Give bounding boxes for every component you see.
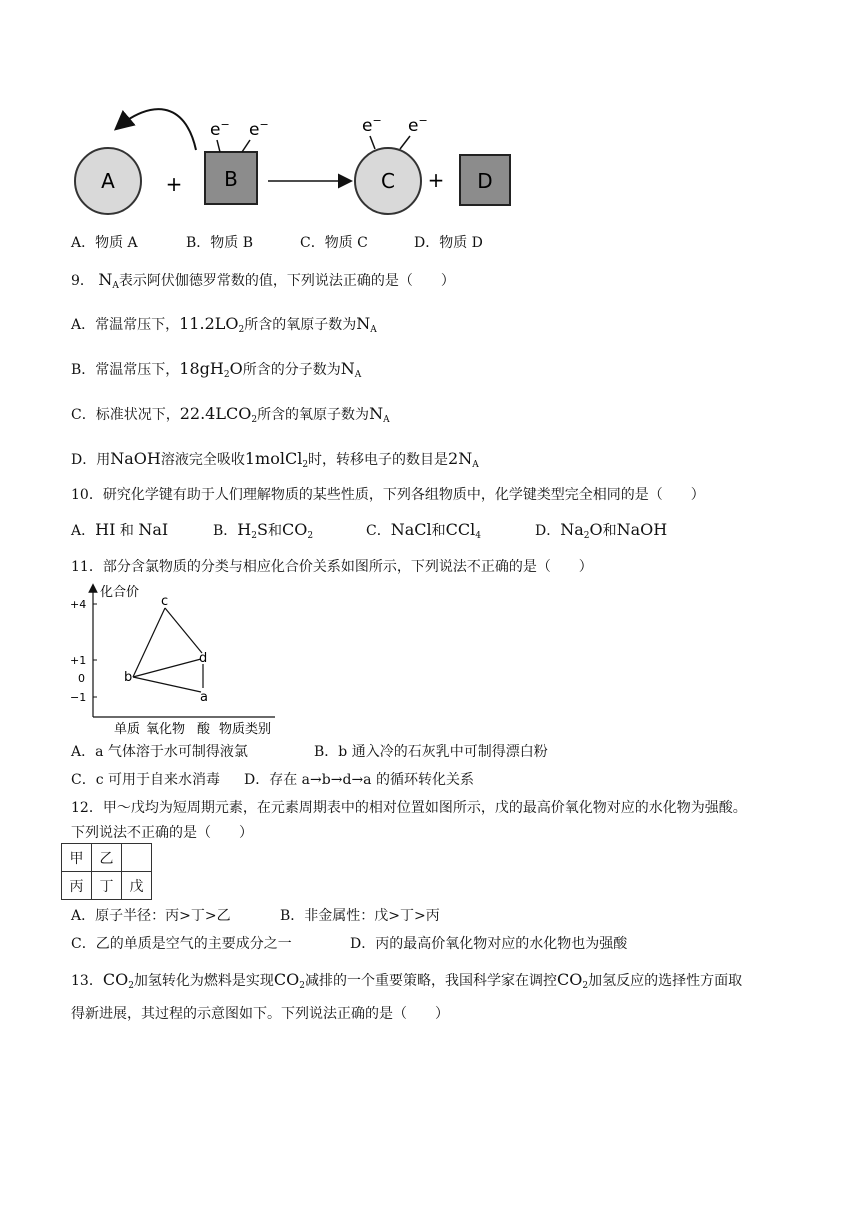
electron-transfer-arrow: [117, 109, 196, 150]
q9-option-d: D．用NaOH溶液完全吸收1molCl$_2$时，转移电子的数目是$2N_A$: [71, 449, 479, 470]
q12-stem-line1: 12．甲～戊均为短周期元素，在元素周期表中的相对位置如图所示，戊的最高价氧化物对应的水化物为强酸。: [71, 800, 747, 816]
particle-c-label: C: [381, 169, 395, 193]
electron-c-2: e−: [408, 114, 428, 136]
q10-option-d: D．$Na_2O$和NaOH: [535, 520, 668, 541]
electron-b-2: e−: [249, 118, 269, 140]
particle-b-label: B: [224, 167, 238, 191]
cell-bing: 丙: [62, 872, 92, 900]
q10-option-b: B．$H_2S$和$CO_2$: [213, 520, 314, 541]
q12-option-d: D．丙的最高价氧化物对应的水化物也为强酸: [350, 936, 628, 952]
q12-option-a: A．原子半径：丙>丁>乙: [71, 908, 231, 924]
q13-stem-line1: 13．$CO_2$加氢转化为燃料是实现$CO_2$减排的一个重要策略，我国科学家在调控$CO_2$加氢反应的选择性方面取: [71, 970, 743, 991]
plus-sign-1: +: [165, 172, 183, 196]
q11-option-d: D．存在 a→b→d→a 的循环转化关系: [244, 772, 474, 788]
q9-stem: 9． $N_A$表示阿伏伽德罗常数的值，下列说法正确的是（ ）: [71, 270, 455, 291]
cell-wu: 戊: [122, 872, 152, 900]
ytick-plus4: +4: [70, 598, 87, 611]
xtick-oxide: 氧化物: [146, 722, 186, 737]
ytick-minus1: −1: [70, 691, 87, 704]
q11-option-c: C．c 可用于自来水消毒: [71, 772, 221, 788]
q8-option-c: C．物质 C: [300, 235, 368, 251]
cell-empty: [122, 844, 152, 872]
electron-b-1: e−: [210, 118, 230, 140]
plus-sign-2: +: [427, 168, 445, 192]
cell-ding: 丁: [92, 872, 122, 900]
x-axis-label: 物质类别: [219, 722, 272, 737]
point-b: b: [124, 670, 133, 685]
q9-option-b: B．常温常压下，$18gH_2O$所含的分子数为$N_A$: [71, 359, 362, 380]
q12-stem-line2: 下列说法不正确的是（ ）: [71, 825, 253, 841]
q9-option-a: A．常温常压下，$11.2LO_2$所含的氧原子数为$N_A$: [71, 314, 377, 335]
q11-stem: 11．部分含氯物质的分类与相应化合价关系如图所示，下列说法不正确的是（ ）: [71, 559, 593, 575]
q12-option-c: C．乙的单质是空气的主要成分之一: [71, 936, 292, 952]
xtick-element: 单质: [114, 722, 141, 737]
cell-yi: 乙: [92, 844, 122, 872]
particle-d-label: D: [477, 169, 493, 193]
xtick-acid: 酸: [197, 722, 211, 737]
q8-option-a: A．物质 A: [71, 235, 138, 251]
q13-stem-line2: 得新进展，其过程的示意图如下。下列说法正确的是（ ）: [71, 1006, 449, 1022]
ytick-plus1: +1: [70, 654, 87, 667]
cell-jia: 甲: [62, 844, 92, 872]
point-d: d: [199, 651, 208, 666]
q8-option-d: D．物质 D: [414, 235, 483, 251]
q11-option-a: A．a 气体溶于水可制得液氯: [71, 744, 248, 760]
electron-c-1: e−: [362, 114, 382, 136]
electron-transfer-diagram: [0, 0, 860, 230]
point-c: c: [161, 594, 169, 609]
q10-option-c: C．NaCl和CCl$_4$: [366, 520, 481, 541]
q10-option-a: A．HI 和 NaI: [71, 520, 169, 539]
q12-option-b: B．非金属性：戊>丁>丙: [280, 908, 440, 924]
point-a: a: [200, 690, 208, 705]
periodic-table-fragment: [61, 843, 152, 900]
q11-option-b: B．b 通入冷的石灰乳中可制得漂白粉: [314, 744, 548, 760]
y-axis-label: 化合价: [100, 585, 140, 600]
ytick-0: 0: [78, 672, 85, 685]
q8-option-b: B．物质 B: [186, 235, 254, 251]
q9-option-c: C．标准状况下，$22.4LCO_2$所含的氧原子数为$N_A$: [71, 404, 390, 425]
particle-a-label: A: [101, 169, 115, 193]
chlorine-valence-chart: [60, 580, 280, 740]
q10-stem: 10．研究化学键有助于人们理解物质的某些性质，下列各组物质中，化学键类型完全相同的是（ ）: [71, 487, 705, 503]
